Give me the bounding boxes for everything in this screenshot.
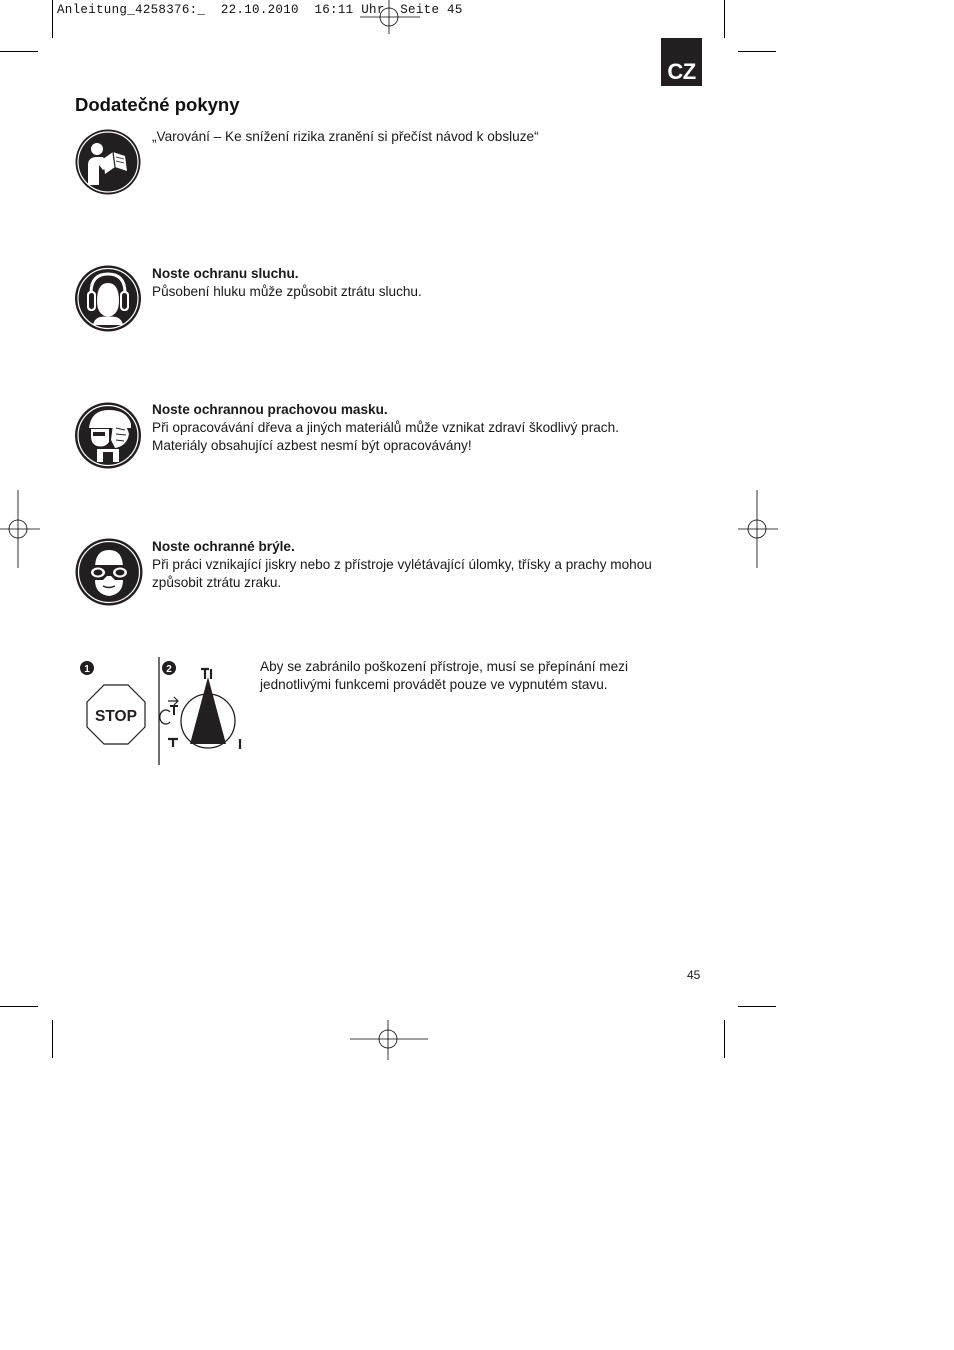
diagram-label-2-text: 2 (166, 664, 172, 675)
switch-instruction-line-2: jednotlivými funkcemi provádět pouze ve vypnutém stavu. (260, 677, 608, 692)
item-dust-mask-line-1: Při opracovávání dřeva a jiných materiálů může vznikat zdraví škodlivý prach. (152, 420, 619, 435)
item-safety-goggles-line-2: způsobit ztrátu zraku. (152, 575, 282, 590)
item-safety-goggles-title: Noste ochranné brýle. (152, 539, 295, 554)
item-safety-goggles (152, 538, 732, 592)
item-read-manual-line-1: „Varování – Ke snížení rizika zranění si přečíst návod k obsluze“ (152, 129, 539, 144)
registration-mark-bottom (350, 1020, 428, 1060)
switch-diagram (78, 655, 246, 767)
page-number: 45 (687, 968, 701, 982)
item-dust-mask-line-2: Materiály obsahující azbest nesmí být opracovávány! (152, 438, 472, 453)
item-dust-mask (152, 401, 712, 455)
registration-mark-left (0, 490, 40, 568)
switch-instruction-line-1: Aby se zabránilo poškození přístroje, musí se přepínání mezi (260, 659, 628, 674)
item-read-manual (152, 128, 712, 146)
switch-instruction (260, 658, 700, 694)
item-ear-protection (152, 265, 712, 301)
stop-sign-icon (87, 685, 145, 744)
diagram-label-1 (80, 661, 94, 675)
section-title: Dodatečné pokyny (75, 94, 240, 115)
dust-mask-icon (75, 402, 141, 469)
item-ear-protection-line-1: Působení hluku může způsobit ztrátu sluchu. (152, 284, 422, 299)
registration-mark-top (360, 0, 420, 34)
item-dust-mask-title: Noste ochrannou prachovou masku. (152, 402, 388, 417)
language-badge: CZ (661, 38, 702, 86)
rotary-switch-icon (160, 669, 240, 749)
diagram-label-1-text: 1 (84, 664, 90, 675)
item-safety-goggles-line-1: Při práci vznikající jiskry nebo z přístroje vylétávající úlomky, třísky a prachy mohou (152, 557, 652, 572)
read-manual-icon (75, 129, 141, 195)
item-ear-protection-title: Noste ochranu sluchu. (152, 266, 299, 281)
ear-protection-icon (75, 265, 141, 332)
registration-mark-right (738, 490, 778, 568)
diagram-label-2 (162, 661, 176, 675)
stop-text: STOP (95, 708, 137, 725)
safety-goggles-icon (75, 538, 143, 606)
print-header: Anleitung_4258376:_ 22.10.2010 16:11 Uhr Seite 45 (57, 3, 463, 17)
